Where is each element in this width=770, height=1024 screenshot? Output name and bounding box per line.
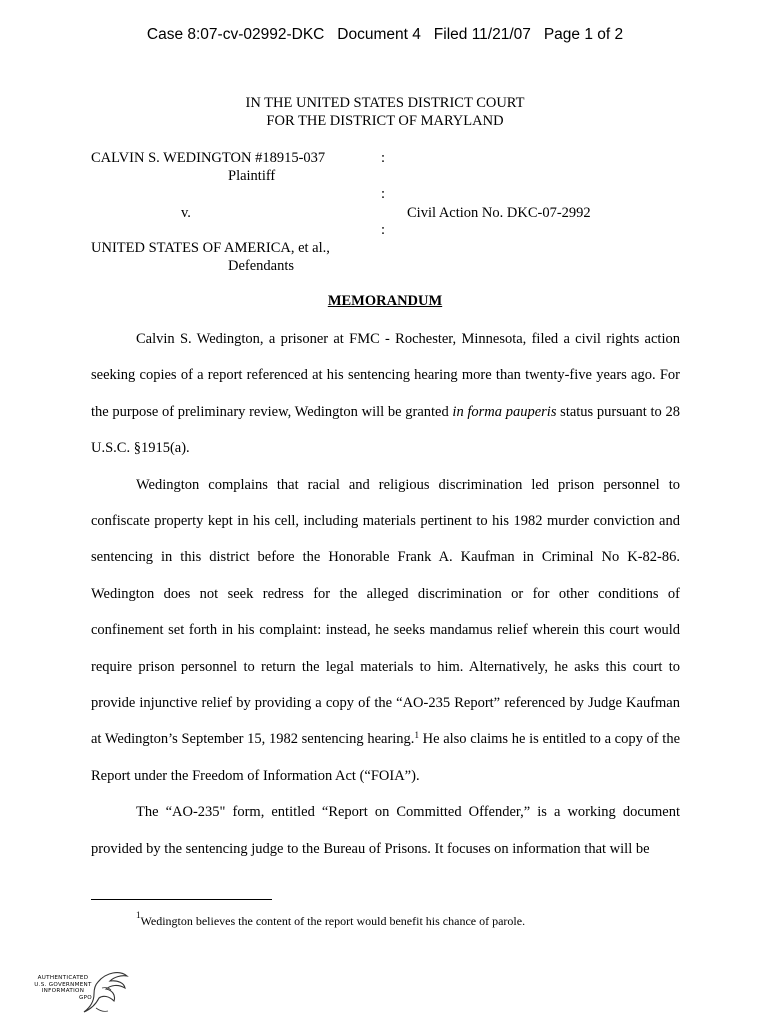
header-filed-date: Filed 11/21/07 [433, 26, 531, 43]
footnote-marker: 1 [136, 910, 141, 920]
civil-action-number: Civil Action No. DKC-07-2992 [407, 205, 591, 221]
defendant-name: UNITED STATES OF AMERICA, et al., [91, 240, 330, 256]
gpo-authentication-logo [32, 968, 132, 1016]
defendant-role: Defendants [228, 258, 295, 274]
memorandum-title: MEMORANDUM [327, 293, 443, 309]
footnote-divider [91, 899, 272, 900]
paragraph [91, 467, 680, 795]
versus-label: v. [181, 205, 191, 221]
header-case-number: Case 8:07-cv-02992-DKC [146, 26, 325, 43]
plaintiff-role: Plaintiff [228, 168, 276, 184]
paragraph [91, 321, 680, 467]
footnote [136, 910, 526, 929]
caption-colon: : [381, 150, 386, 166]
court-name-line-1: IN THE UNITED STATES DISTRICT COURT [245, 95, 525, 111]
footnote-reference: 1 [414, 730, 419, 741]
paragraph-text: Wedington complains that racial and religious discrimination led prison personnel to confiscate property kept in his cell, including materials pertinent to his 1982 murder conviction and sentencing in this district before the Honorable Frank A. Kaufman in Criminal No K-82-86. Wedington does not seek redress for the alleged discrimination or for other conditions of confinement set forth in his complaint: instead, he seeks mandamus relief wherein this court would require prison personnel to return the legal materials to him. Alternatively, he asks this court to provide injunctive relief by providing a copy of the “AO-235 Report” referenced by Judge Kaufman at Wedington’s September 15, 1982 sentencing hearing. [91, 476, 680, 748]
memorandum-body [91, 321, 680, 867]
eagle-icon [32, 968, 132, 1016]
header-document-number: Document 4 [337, 26, 421, 43]
court-name-line-2: FOR THE DISTRICT OF MARYLAND [266, 113, 504, 129]
caption-colon: : [381, 186, 386, 202]
paragraph: The “AO-235" form, entitled “Report on Committed Offender,” is a working document provided by the sentencing judge to the Bureau of Prisons. It focuses on information that will be [91, 804, 680, 857]
header-page-number: Page 1 of 2 [543, 26, 624, 43]
plaintiff-name: CALVIN S. WEDINGTON #18915-037 [91, 150, 326, 166]
paragraph-text: He also claims he is entitled to a copy of the Report under the Freedom of Information Act (“FOIA”). [91, 731, 680, 784]
paragraph-text: status pursuant to 28 U.S.C. §1915(a). [91, 403, 680, 457]
caption-colon: : [381, 222, 386, 238]
gpo-logo-text: AUTHENTICATED U.S. GOVERNMENT INFORMATION GPO [34, 975, 92, 1001]
document-header [0, 26, 770, 44]
paragraph-text: Calvin S. Wedington, a prisoner at FMC - Rochester, Minnesota, filed a civil rights action seeking copies of a report referenced at his sentencing hearing more than twenty-five years ago. For the purpose of preliminary review, Wedington will be granted [91, 331, 680, 420]
footnote-text: Wedington believes the content of the report would benefit his chance of parole. [140, 914, 526, 928]
latin-term: in forma pauperis [452, 403, 557, 420]
